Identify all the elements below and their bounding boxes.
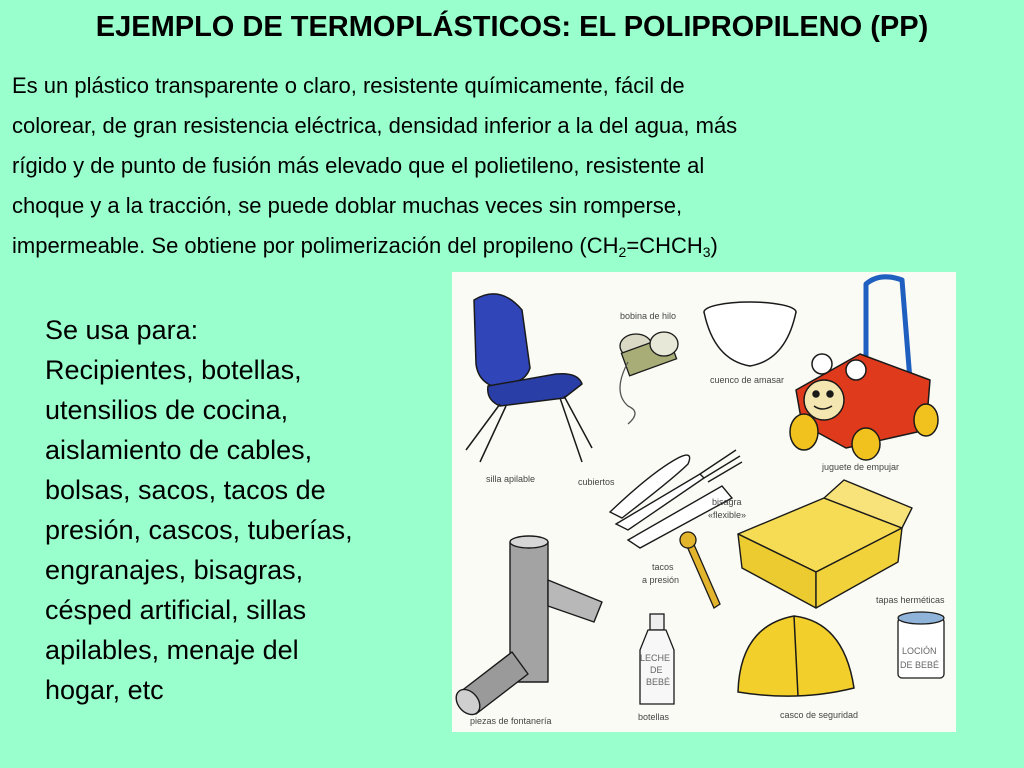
- bottle-caption: botellas: [638, 712, 670, 722]
- bowl-caption: cuenco de amasar: [710, 375, 785, 385]
- bottle-label: BEBÉ: [646, 677, 671, 687]
- plumbing-pipes-image: [452, 536, 602, 719]
- formula-subscript: 2: [618, 244, 627, 260]
- mixing-bowl-image: [704, 302, 796, 366]
- cutlery-caption: cubiertos: [578, 477, 615, 487]
- plug-caption: a presión: [642, 575, 680, 585]
- helmet-caption: casco de seguridad: [780, 710, 859, 720]
- safety-helmet-image: [738, 616, 854, 696]
- pipes-caption: piezas de fontanería: [470, 716, 552, 726]
- thread-caption: bobina de hilo: [620, 311, 677, 321]
- uses-line: césped artificial, sillas: [45, 595, 307, 625]
- intro-paragraph: [12, 66, 1012, 266]
- box-caption: tapas herméticas: [876, 595, 945, 605]
- formula-subscript: 3: [702, 244, 711, 260]
- push-toy-image: [790, 277, 938, 460]
- toy-caption: juguete de empujar: [822, 462, 900, 472]
- bottle-label: DE: [650, 665, 663, 675]
- uses-line: hogar, etc: [45, 675, 164, 705]
- airtight-box-image: [738, 480, 912, 608]
- page-title: EJEMPLO DE TERMOPLÁSTICOS: EL POLIPROPILENO (PP): [95, 11, 929, 43]
- uses-line: engranajes, bisagras,: [45, 555, 304, 585]
- jar-label: DE BEBÉ: [900, 660, 940, 670]
- uses-list: [45, 310, 445, 710]
- formula-close: ): [710, 233, 718, 258]
- uses-line: utensilios de cocina,: [45, 395, 289, 425]
- intro-line: choque y a la tracción, se puede doblar muchas veces sin romperse,: [12, 193, 683, 218]
- wall-plug-image: [680, 532, 720, 608]
- intro-line: Es un plástico transparente o claro, resistente químicamente, fácil de: [12, 73, 685, 98]
- uses-line: presión, cascos, tuberías,: [45, 515, 353, 545]
- uses-line: bolsas, sacos, tacos de: [45, 475, 326, 505]
- polypropylene-products-illustration: [452, 272, 956, 732]
- intro-formula-line: [12, 226, 1012, 266]
- chair-caption: silla apilable: [486, 474, 536, 484]
- hinge-caption: «flexible»: [708, 510, 747, 520]
- intro-text: impermeable. Se obtiene por polimerización del propileno (CH: [12, 233, 619, 258]
- uses-line: apilables, menaje del: [45, 635, 299, 665]
- bottle-label: LECHE: [640, 653, 671, 663]
- jar-label: LOCIÓN: [902, 646, 937, 656]
- plug-caption: tacos: [652, 562, 674, 572]
- uses-heading: Se usa para:: [45, 315, 199, 345]
- formula-text: =CHCH: [626, 233, 703, 258]
- thread-spool-image: [620, 332, 678, 424]
- stackable-chair-image: [466, 294, 592, 462]
- hinge-caption: bisagra: [712, 497, 742, 507]
- intro-line: colorear, de gran resistencia eléctrica, densidad inferior a la del agua, más: [12, 113, 738, 138]
- uses-line: aislamiento de cables,: [45, 435, 313, 465]
- intro-line: rígido y de punto de fusión más elevado que el polietileno, resistente al: [12, 153, 705, 178]
- uses-line: Recipientes, botellas,: [45, 355, 302, 385]
